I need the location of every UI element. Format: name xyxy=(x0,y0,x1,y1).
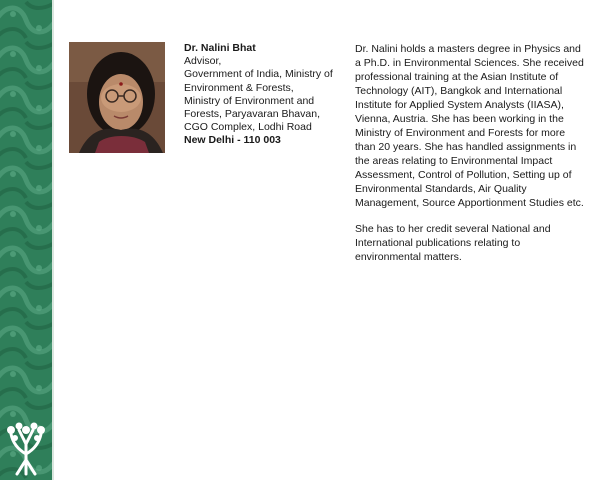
address-city: New Delhi - 110 003 xyxy=(184,134,281,147)
biography xyxy=(355,42,587,276)
address-line: Environment & Forests, xyxy=(184,81,294,94)
person-name: Dr. Nalini Bhat xyxy=(184,42,256,54)
contact-block xyxy=(184,42,344,148)
band-edge xyxy=(52,0,54,480)
address-line: CGO Complex, Lodhi Road xyxy=(184,121,312,134)
address-line: Government of India, Ministry of xyxy=(184,68,333,81)
band-pattern xyxy=(0,0,52,480)
bio-paragraph: She has to her credit several National and International publications relating to environmental matters. xyxy=(355,223,551,263)
portrait-photo xyxy=(69,42,165,153)
decorative-side-band xyxy=(0,0,52,480)
person-title: Advisor, xyxy=(184,55,222,68)
address-line: Ministry of Environment and xyxy=(184,94,315,107)
bio-paragraph: Dr. Nalini holds a masters degree in Physics and a Ph.D. in Environmental Sciences. She received professional training at the Asian Institute of Technology (AIT), Bangkok and International Institute for Applied System Analysts (IIASA), Vienna, Austria. She has been working in the Ministry of Environment and Forests for more than 20 years. She has handled assignments in the areas relating to Environmental Impact Assessment, Control of Pollution, Setting up of Environmental Standards, Air Quality Management, Source Apportionment Studies etc. xyxy=(355,43,584,209)
address-line: Forests, Paryavaran Bhavan, xyxy=(184,108,320,121)
tree-emblem-icon xyxy=(3,420,49,476)
